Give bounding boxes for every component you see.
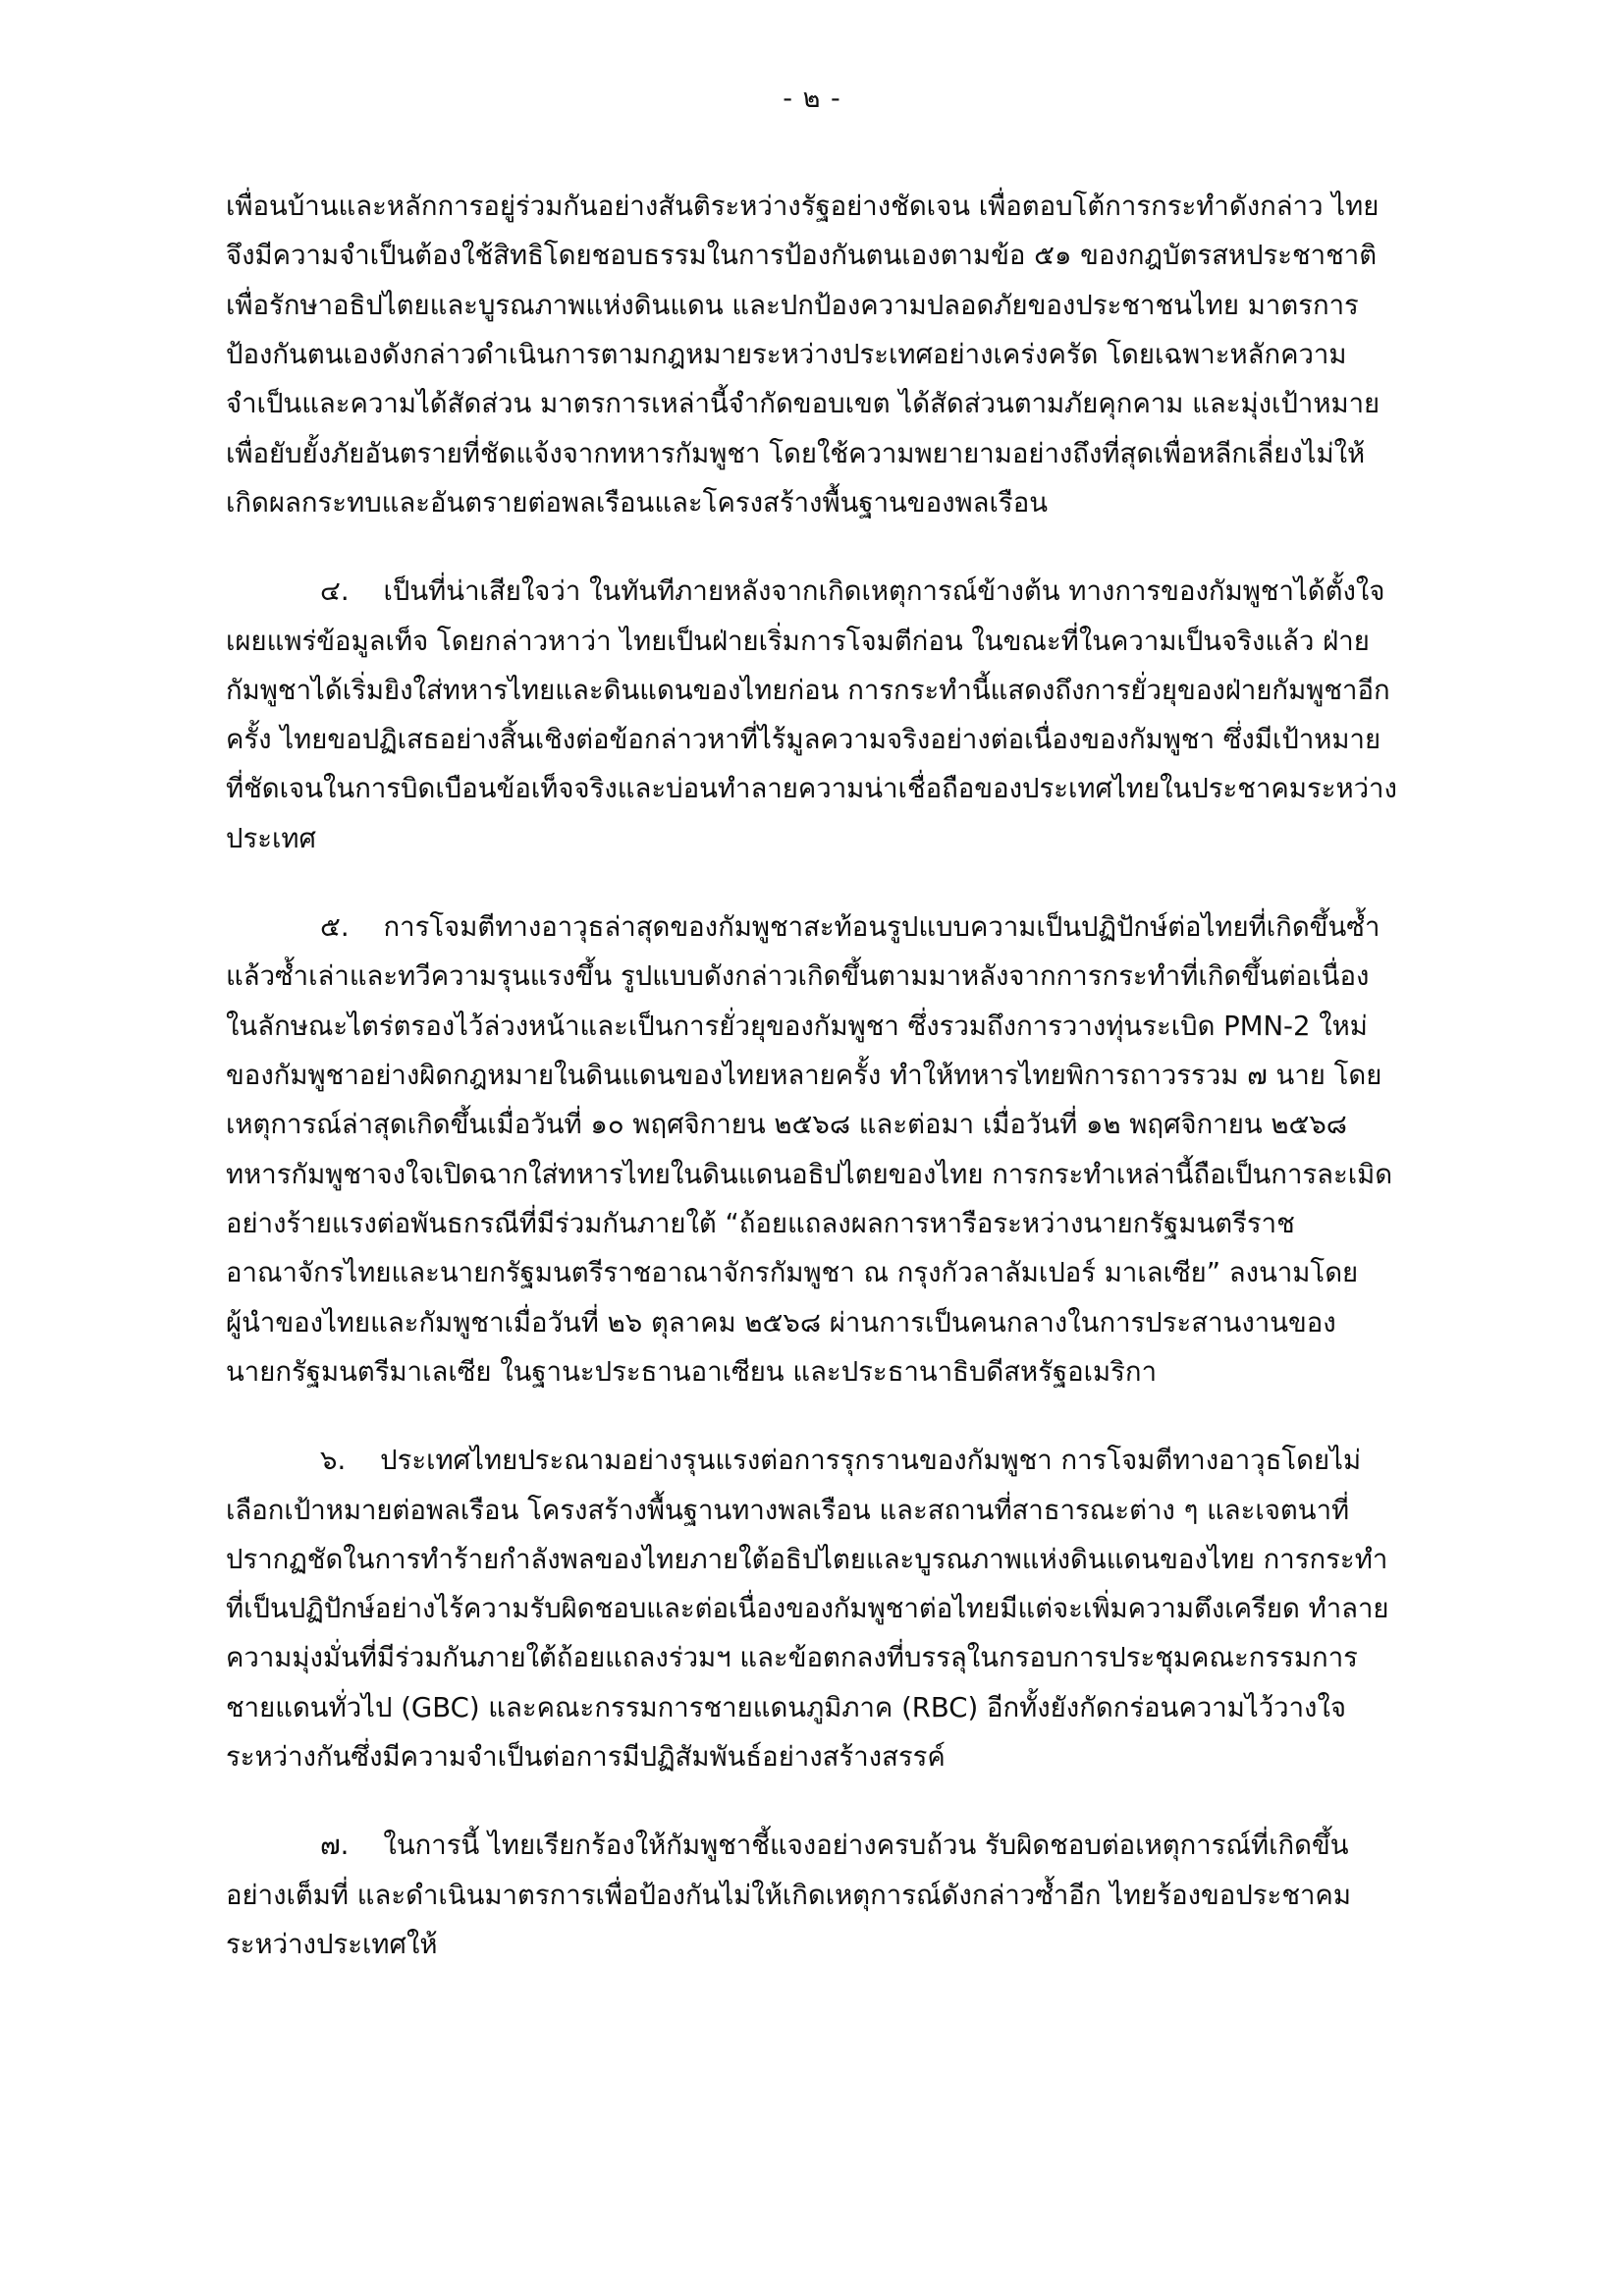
page-number: - ๒ - — [783, 83, 841, 114]
document-body — [226, 182, 1398, 1969]
paragraph-5: ๕. การโจมตีทางอาวุธล่าสุดของกัมพูชาสะท้อนรูปแบบความเป็นปฏิปักษ์ต่อไทยที่เกิดขึ้นซ้ำแล้วซ้ำเล่าและทวีความรุนแรงขึ้น รูปแบบดังกล่าวเกิดขึ้นตามมาหลังจากการกระทำที่เกิดขึ้นต่อเนื่องในลักษณะไตร่ตรองไว้ล่วงหน้าและเป็นการยั่วยุของกัมพูชา ซึ่งรวมถึงการวางทุ่นระเบิด PMN-2 ใหม่ของกัมพูชาอย่างผิดกฎหมายในดินแดนของไทยหลายครั้ง ทำให้ทหารไทยพิการถาวรรวม ๗ นาย โดยเหตุการณ์ล่าสุดเกิดขึ้นเมื่อวันที่ ๑๐ พฤศจิกายน ๒๕๖๘ และต่อมา เมื่อวันที่ ๑๒ พฤศจิกายน ๒๕๖๘ ทหารกัมพูชาจงใจเปิดฉากใส่ทหารไทยในดินแดนอธิปไตยของไทย การกระทำเหล่านี้ถือเป็นการละเมิดอย่างร้ายแรงต่อพันธกรณีที่มีร่วมกันภายใต้ “ถ้อยแถลงผลการหารือระหว่างนายกรัฐมนตรีราชอาณาจักรไทยและนายกรัฐมนตรีราชอาณาจักรกัมพูชา ณ กรุงกัวลาลัมเปอร์ มาเลเซีย” ลงนามโดยผู้นำของไทยและกัมพูชาเมื่อวันที่ ๒๖ ตุลาคม ๒๕๖๘ ผ่านการเป็นคนกลางในการประสานงานของนายกรัฐมนตรีมาเลเซีย ในฐานะประธานอาเซียน และประธานาธิบดีสหรัฐอเมริกา — [226, 911, 1393, 1388]
paragraph-continuation: เพื่อนบ้านและหลักการอยู่ร่วมกันอย่างสันติระหว่างรัฐอย่างชัดเจน เพื่อตอบโต้การกระทำดังกล่าว ไทยจึงมีความจำเป็นต้องใช้สิทธิโดยชอบธรรมในการป้องกันตนเองตามข้อ ๕๑ ของกฎบัตรสหประชาชาติเพื่อรักษาอธิปไตยและบูรณภาพแห่งดินแดน และปกป้องความปลอดภัยของประชาชนไทย มาตรการป้องกันตนเองดังกล่าวดำเนินการตามกฎหมายระหว่างประเทศอย่างเคร่งครัด โดยเฉพาะหลักความจำเป็นและความได้สัดส่วน มาตรการเหล่านี้จำกัดขอบเขต ได้สัดส่วนตามภัยคุกคาม และมุ่งเป้าหมายเพื่อยับยั้งภัยอันตรายที่ชัดแจ้งจากทหารกัมพูชา โดยใช้ความพยายามอย่างถึงที่สุดเพื่อหลีกเลี่ยงไม่ให้เกิดผลกระทบและอันตรายต่อพลเรือนและโครงสร้างพื้นฐานของพลเรือน — [226, 191, 1380, 519]
paragraph-7: ๗. ในการนี้ ไทยเรียกร้องให้กัมพูชาชี้แจงอย่างครบถ้วน รับผิดชอบต่อเหตุการณ์ที่เกิดขึ้นอย่างเต็มที่ และดำเนินมาตรการเพื่อป้องกันไม่ให้เกิดเหตุการณ์ดังกล่าวซ้ำอีก ไทยร้องขอประชาคมระหว่างประเทศให้ — [226, 1830, 1351, 1960]
paragraph-6: ๖. ประเทศไทยประณามอย่างรุนแรงต่อการรุกรานของกัมพูชา การโจมตีทางอาวุธโดยไม่เลือกเป้าหมายต่อพลเรือน โครงสร้างพื้นฐานทางพลเรือน และสถานที่สาธารณะต่าง ๆ และเจตนาที่ปรากฏชัดในการทำร้ายกำลังพลของไทยภายใต้อธิปไตยและบูรณภาพแห่งดินแดนของไทย การกระทำที่เป็นปฏิปักษ์อย่างไร้ความรับผิดชอบและต่อเนื่องของกัมพูชาต่อไทยมีแต่จะเพิ่มความตึงเครียด ทำลายความมุ่งมั่นที่มีร่วมกันภายใต้ถ้อยแถลงร่วมฯ และข้อตกลงที่บรรลุในกรอบการประชุมคณะกรรมการชายแดนทั่วไป (GBC) และคณะกรรมการชายแดนภูมิภาค (RBC) อีกทั้งยังกัดกร่อนความไว้วางใจระหว่างกันซึ่งมีความจำเป็นต่อการมีปฏิสัมพันธ์อย่างสร้างสรรค์ — [226, 1445, 1389, 1774]
paragraph-4: ๔. เป็นที่น่าเสียใจว่า ในทันทีภายหลังจากเกิดเหตุการณ์ข้างต้น ทางการของกัมพูชาได้ตั้งใจเผยแพร่ข้อมูลเท็จ โดยกล่าวหาว่า ไทยเป็นฝ่ายเริ่มการโจมตีก่อน ในขณะที่ในความเป็นจริงแล้ว ฝ่ายกัมพูชาได้เริ่มยิงใส่ทหารไทยและดินแดนของไทยก่อน การกระทำนี้แสดงถึงการยั่วยุของฝ่ายกัมพูชาอีกครั้ง ไทยขอปฏิเสธอย่างสิ้นเชิงต่อข้อกล่าวหาที่ไร้มูลความจริงอย่างต่อเนื่องของกัมพูชา ซึ่งมีเป้าหมายที่ชัดเจนในการบิดเบือนข้อเท็จจริงและบ่อนทำลายความน่าเชื่อถือของประเทศไทยในประชาคมระหว่างประเทศ — [226, 575, 1397, 854]
